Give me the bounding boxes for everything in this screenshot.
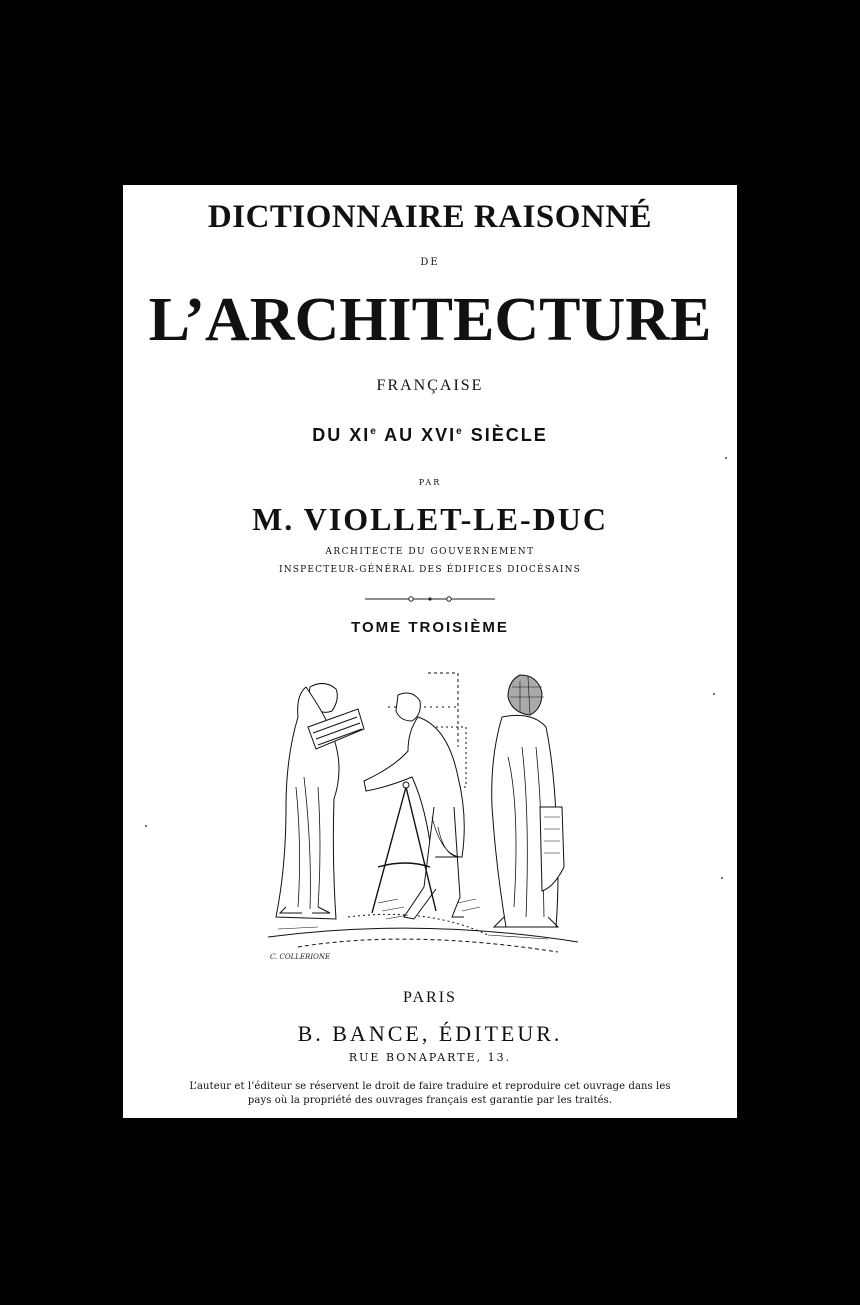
rights-notice-line2: pays où la propriété des ouvrages français est garantie par les traités. bbox=[247, 1095, 613, 1106]
by-label: PAR bbox=[418, 478, 442, 487]
title-line1: DICTIONNAIRE RAISONNÉ bbox=[207, 199, 653, 235]
century-sup1: e bbox=[370, 426, 378, 437]
scan-speck bbox=[721, 877, 723, 879]
engraving-illustration bbox=[258, 667, 580, 965]
publisher-address: RUE BONAPARTE, 13. bbox=[348, 1051, 512, 1064]
subtitle-francaise: FRANÇAISE bbox=[376, 377, 484, 394]
title-de: DE bbox=[420, 257, 440, 268]
main-title: L’ARCHITECTURE bbox=[148, 286, 712, 354]
author-name: M. VIOLLET-LE-DUC bbox=[252, 501, 608, 537]
author-role-1: ARCHITECTE DU GOUVERNEMENT bbox=[325, 547, 535, 557]
century-sup2: e bbox=[456, 426, 464, 437]
scan-speck bbox=[145, 825, 147, 827]
century-mid: AU XVI bbox=[377, 425, 457, 445]
century-prefix: DU XI bbox=[312, 425, 371, 445]
century-suffix: SIÈCLE bbox=[463, 425, 548, 445]
ornament-divider bbox=[363, 593, 497, 605]
author-role-2: INSPECTEUR-GÉNÉRAL DES ÉDIFICES DIOCÉSAINS bbox=[278, 565, 582, 575]
rights-notice-line1: L’auteur et l’éditeur se réservent le droit de faire traduire et reproduire cet ouvrage dans les bbox=[189, 1081, 671, 1092]
title-page bbox=[123, 185, 737, 1118]
publisher-city: PARIS bbox=[403, 989, 457, 1006]
volume-label: TOME TROISIÈME bbox=[351, 619, 509, 636]
century-range bbox=[123, 425, 737, 446]
scan-speck bbox=[725, 457, 727, 459]
scan-speck bbox=[713, 693, 715, 695]
engraving-signature: C. COLLERIONE bbox=[270, 953, 331, 961]
publisher-name: B. BANCE, ÉDITEUR. bbox=[297, 1021, 563, 1046]
